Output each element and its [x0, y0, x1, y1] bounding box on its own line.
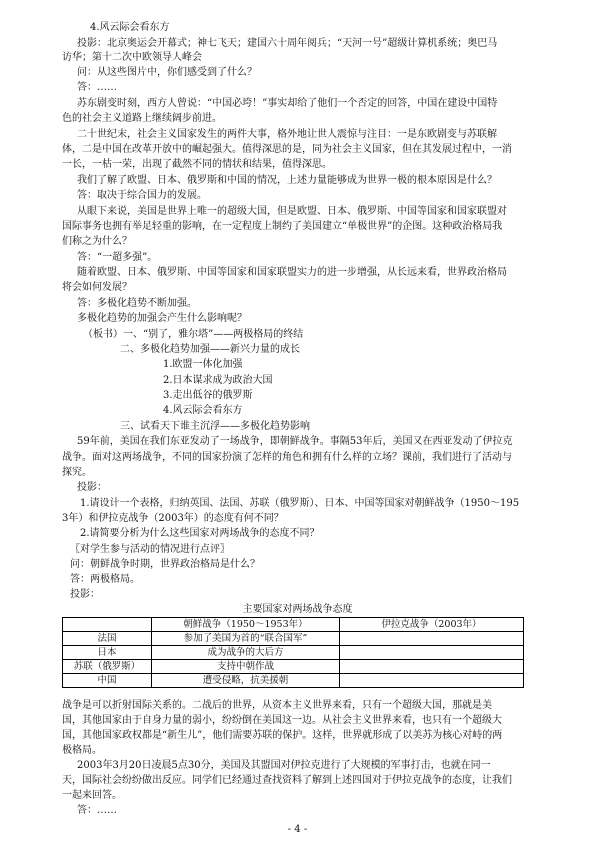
text-line: 天，国际社会纷纷做出反应。同学们已经通过查找资料了解到上述四国对于伊拉克战争的态度，让我们: [62, 775, 512, 786]
text-line: 国，其他国家由于自身力量的弱小，纷纷倒在美国这一边。从社会主义世界来看，也只有一个超级大: [62, 715, 502, 726]
table-header-cell: 伊拉克战争（2003年）: [339, 618, 523, 632]
text-line: 苏东剧变时刻，西方人曾说：“中国必垮！”事实却给了他们一个否定的回答，中国在建设中国特: [77, 98, 498, 109]
text-line: 答：两极格局。: [70, 574, 140, 585]
board-item: 3.走出低谷的俄罗斯: [163, 390, 253, 401]
table-cell: [339, 646, 523, 660]
text-line: 二十世纪末，社会主义国家发生的两件大事，格外地让世人震惊与注目：一是东欧剧变与苏联解: [77, 129, 497, 140]
board-item: 1.欧盟一体化加强: [163, 359, 243, 370]
text-line: 访华；第十二次中欧领导人峰会: [62, 52, 202, 63]
text-line: 色的社会主义道路上继续阔步前进。: [62, 113, 222, 124]
table-cell: 法国: [63, 632, 152, 646]
table-cell: 支持中朝作战: [152, 660, 340, 674]
table-row: [63, 660, 524, 674]
text-line: 59年前，美国在我们东亚发动了一场战争，即朝鲜战争。事隔53年后，美国又在西亚发动了伊拉克: [77, 436, 513, 447]
table-cell: 苏联（俄罗斯）: [63, 660, 152, 674]
text-line: 答：“一超多强”。: [77, 252, 158, 263]
table-row: [63, 674, 524, 688]
text-line: 问：朝鲜战争时期，世界政治格局是什么？: [70, 559, 260, 570]
board-item: 2.日本谋求成为政治大国: [163, 375, 273, 386]
text-line: 3年）和伊拉克战争（2003年）的态度有何不同？: [62, 513, 284, 524]
war-attitude-table: [62, 617, 524, 688]
table-cell: 日本: [63, 646, 152, 660]
text-line: 答：……: [77, 82, 117, 93]
text-line: 投影：: [70, 589, 100, 600]
text-line: 投影：北京奥运会开幕式；神七飞天；建国六十周年阅兵；“天河一号”超级计算机系统；奥巴马: [77, 38, 498, 49]
board-heading: 二、多极化趋势加强——新兴力量的成长: [120, 344, 300, 355]
board-heading: 三、试看天下谁主沉浮——多极化趋势影响: [120, 421, 310, 432]
text-line: 战争。面对这两场战争，不同的国家扮演了怎样的角色和拥有什么样的立场？课前，我们进行了活动与: [62, 452, 512, 463]
table-header-cell: [63, 618, 152, 632]
text-line: 国，其他国家政权都是“新生儿”，他们需要苏联的保护。这样，世界就形成了以美苏为核心对峙的两: [62, 730, 503, 741]
text-line: 〖对学生参与活动的情况进行点评〗: [70, 544, 230, 555]
text-line: 们称之为什么？: [62, 236, 132, 247]
table-row: [63, 646, 524, 660]
board-item: 4.风云际会看东方: [163, 405, 243, 416]
table-cell: 中国: [63, 674, 152, 688]
table-cell: 遭受侵略，抗美援朝: [152, 674, 340, 688]
table-row: [63, 632, 524, 646]
table-title: 主要国家对两场战争态度: [242, 604, 353, 615]
text-line: 一起来回答。: [62, 790, 122, 801]
text-line: 1.请设计一个表格，归纳英国、法国、苏联（俄罗斯）、日本、中国等国家对朝鲜战争（1950～195: [80, 498, 520, 509]
table-header-cell: 朝鲜战争（1950～1953年）: [152, 618, 340, 632]
table-cell: 参加了美国为首的“联合国军”: [152, 632, 340, 646]
text-line: 多极化趋势的加强会产生什么影响呢？: [77, 313, 247, 324]
text-line: 答：……: [77, 805, 117, 816]
text-line: 体，二是中国在改革开放中的崛起强大。值得深思的是，同为社会主义国家，但在其发展过程中，一消: [62, 144, 512, 155]
table-cell: [339, 632, 523, 646]
text-line: 问：从这些图片中，你们感受到了什么？: [77, 67, 257, 78]
text-line: 探究。: [62, 467, 92, 478]
text-line: 4.风云际会看东方: [90, 22, 170, 33]
board-heading: （板书）一、“别了，雅尔塔”——两极格局的终结: [83, 329, 304, 340]
text-line: 国际事务也拥有举足轻重的影响，在一定程度上制约了美国建立“单极世界”的企图。这种政治格局我: [62, 221, 503, 232]
text-line: 极格局。: [62, 745, 102, 756]
text-line: 从眼下来说，美国是世界上唯一的超级大国，但是欧盟、日本、俄罗斯、中国等国家和国家联盟对: [77, 206, 507, 217]
text-line: 答：取决于综合国力的发展。: [77, 190, 207, 201]
text-line: 答：多极化趋势不断加强。: [77, 298, 197, 309]
text-line: 我们了解了欧盟、日本、俄罗斯和中国的情况，上述力量能够成为世界一极的根本原因是什么？: [77, 175, 497, 186]
text-line: 投影：: [77, 482, 107, 493]
table-cell: 成为战争的大后方: [152, 646, 340, 660]
text-line: 战争是可以折射国际关系的。二战后的世界，从资本主义世界来看，只有一个超级大国，那就是美: [62, 700, 492, 711]
text-line: 一长，一枯一荣，出现了截然不同的情状和结果，值得深思。: [62, 159, 332, 170]
text-line: 将会如何发展？: [62, 282, 132, 293]
text-line: 随着欧盟、日本、俄罗斯、中国等国家和国家联盟实力的进一步增强，从长远来看，世界政治格局: [77, 267, 507, 278]
page-number: - 4 -: [287, 824, 308, 835]
text-line: 2003年3月20日凌晨5点30分，美国及其盟国对伊拉克进行了大规模的军事打击，也就在同一: [77, 760, 491, 771]
text-line: 2.请简要分析为什么这些国家对两场战争的态度不同？: [80, 528, 320, 539]
table-cell: [339, 674, 523, 688]
table-cell: [339, 660, 523, 674]
table-header-row: [63, 618, 524, 632]
